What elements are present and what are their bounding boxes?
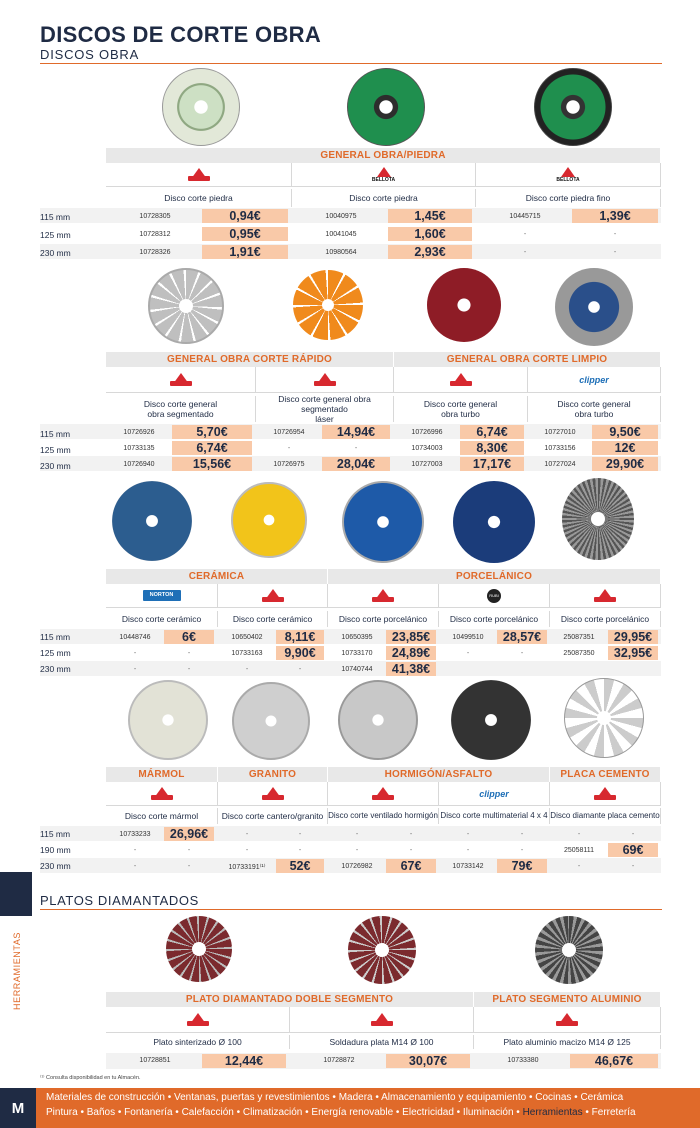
brand-logo-stayer: [474, 1007, 661, 1033]
product-code: 10740744: [341, 666, 373, 673]
empty-cell: -: [298, 847, 302, 854]
size-label: 115 mm: [40, 212, 71, 222]
product-code: 10733142: [452, 863, 484, 870]
product-description: Disco corte porcelánico: [550, 611, 661, 627]
empty-cell: -: [466, 831, 470, 838]
product-code: 10728305: [139, 213, 171, 220]
group-header-marmol: MÁRMOL: [106, 767, 218, 782]
price: 41,38€: [386, 662, 436, 676]
product-code: 10728312: [139, 231, 171, 238]
price: 1,39€: [572, 209, 658, 223]
empty-cell: -: [523, 249, 527, 256]
disc-image-rubi-porcelain: [453, 481, 535, 563]
product-code: 10733191⁽¹⁾: [228, 864, 266, 871]
brand-logo-stayer: [394, 367, 528, 393]
price: 8,11€: [276, 630, 324, 644]
group-header-doble-segmento: PLATO DIAMANTADO DOBLE SEGMENTO: [106, 992, 474, 1007]
product-code: 10726975: [273, 461, 305, 468]
price: 9,90€: [276, 646, 324, 660]
size-label: 125 mm: [40, 648, 71, 658]
plate-image-aluminium: [535, 916, 603, 984]
product-code: 10445715: [509, 213, 541, 220]
price: 29,95€: [608, 630, 658, 644]
brand-logo-stayer: [550, 782, 661, 806]
disc-image-clipper-turbo: [555, 268, 633, 346]
price: 23,85€: [386, 630, 436, 644]
size-label: 115 mm: [40, 632, 71, 642]
stayer-logo-icon: [314, 373, 336, 387]
empty-cell: -: [409, 831, 413, 838]
stayer-logo-icon: [594, 589, 616, 603]
brand-logo-stayer: [328, 782, 439, 806]
price: 46,67€: [570, 1054, 658, 1068]
product-code: 10733156: [544, 445, 576, 452]
empty-cell: -: [245, 831, 249, 838]
disc-image-marble: [128, 680, 208, 760]
empty-cell: -: [577, 863, 581, 870]
product-description: Soldadura plata M14 Ø 100: [290, 1035, 474, 1049]
product-description: Plato aluminio macizo M14 Ø 125: [474, 1035, 661, 1049]
size-label: 115 mm: [40, 829, 71, 839]
product-code: 10650402: [231, 634, 263, 641]
empty-cell: -: [613, 231, 617, 238]
price: 32,95€: [608, 646, 658, 660]
product-code: 10733163: [231, 650, 263, 657]
brand-logo-clipper: [439, 782, 550, 806]
disc-image-cement-board: [564, 678, 644, 758]
stayer-logo-icon: [450, 373, 472, 387]
size-label: 125 mm: [40, 230, 71, 240]
price: 1,60€: [388, 227, 472, 241]
stayer-logo-icon: [594, 787, 616, 801]
product-description: Disco corte general obra segmentado láser: [256, 396, 394, 422]
empty-cell: -: [520, 650, 524, 657]
plate-image-silver-solder: [348, 916, 416, 984]
empty-cell: -: [355, 847, 359, 854]
price: 26,96€: [164, 827, 214, 841]
brand-logo-norton: [106, 584, 218, 608]
product-code: 10727003: [411, 461, 443, 468]
divider: [40, 909, 662, 910]
brand-logo-stayer: [290, 1007, 474, 1033]
disc-image-segmented: [148, 268, 224, 344]
price: 2,93€: [388, 245, 472, 259]
price: 52€: [276, 859, 324, 873]
price: 0,94€: [202, 209, 288, 223]
footer-current-category: Herramientas: [522, 1107, 583, 1118]
product-description: Disco corte piedra: [106, 189, 292, 207]
bellota-logo-icon: BELLOTA: [556, 167, 579, 183]
price: 28,57€: [497, 630, 547, 644]
stayer-logo-icon: [262, 589, 284, 603]
product-code: 10726954: [273, 429, 305, 436]
product-description: Disco corte cantero/granito: [218, 808, 328, 824]
empty-cell: -: [245, 847, 249, 854]
size-label: 230 mm: [40, 461, 71, 471]
stayer-logo-icon: [187, 1013, 209, 1027]
empty-cell: -: [298, 831, 302, 838]
group-header-segmento-aluminio: PLATO SEGMENTO ALUMINIO: [474, 992, 661, 1007]
empty-cell: -: [133, 863, 137, 870]
disc-image-porcelain: [342, 481, 424, 563]
product-description: Disco corte porcelánico: [328, 611, 439, 627]
size-label: 230 mm: [40, 861, 71, 871]
product-description: Disco corte ventilado hormigón: [328, 808, 439, 824]
price: 15,56€: [172, 457, 252, 471]
product-code: 10499510: [452, 634, 484, 641]
empty-cell: -: [613, 249, 617, 256]
disc-image-laser-segmented: [293, 270, 363, 340]
stayer-logo-icon: [151, 787, 173, 801]
clipper-logo-icon: clipper: [479, 788, 509, 799]
price: 69€: [608, 843, 658, 857]
empty-cell: -: [355, 831, 359, 838]
product-code: 10650395: [341, 634, 373, 641]
stayer-logo-icon: [372, 787, 394, 801]
size-label: 115 mm: [40, 429, 71, 439]
brand-logo-stayer: [218, 584, 328, 608]
group-header-placa-cemento: PLACA CEMENTO: [550, 767, 661, 782]
divider: [40, 63, 662, 64]
product-code: 10733135: [123, 445, 155, 452]
stayer-logo-icon: [372, 589, 394, 603]
price: 6€: [164, 630, 214, 644]
product-code: 10041045: [325, 231, 357, 238]
norton-logo-icon: NORTON: [143, 590, 181, 601]
footer-categories-line2: Pintura • Baños • Fontanería • Calefacción • Climatización • Energía renovable • Electricidad • Iluminación • Herramientas • Ferretería: [46, 1107, 636, 1118]
price: 8,30€: [460, 441, 524, 455]
brand-logo-stayer: [550, 584, 661, 608]
size-label: 125 mm: [40, 445, 71, 455]
price: 30,07€: [386, 1054, 470, 1068]
side-tab-label: HERRAMIENTAS: [12, 931, 22, 1010]
disc-image-norton-ceramic: [112, 481, 192, 561]
price: 9,50€: [592, 425, 658, 439]
product-code: 10726940: [123, 461, 155, 468]
disc-image-bellota-stone-thin: [534, 68, 612, 146]
product-description: Disco corte general obra turbo: [528, 396, 661, 422]
empty-cell: -: [133, 847, 137, 854]
price: 1,91€: [202, 245, 288, 259]
product-code: 10728851: [139, 1057, 171, 1064]
price: 29,90€: [592, 457, 658, 471]
size-label: 230 mm: [40, 248, 71, 258]
price: 1,45€: [388, 209, 472, 223]
price: 12,44€: [202, 1054, 286, 1068]
product-code: 10733170: [341, 650, 373, 657]
product-code: 10980564: [325, 249, 357, 256]
empty-cell: -: [298, 666, 302, 673]
empty-cell: -: [187, 847, 191, 854]
brand-logo-bellota: [292, 163, 476, 187]
empty-cell: -: [187, 863, 191, 870]
product-code: 25087350: [563, 650, 595, 657]
empty-cell: -: [631, 831, 635, 838]
product-code: 10727010: [544, 429, 576, 436]
group-header-granito: GRANITO: [218, 767, 328, 782]
product-description: Disco corte cerámico: [106, 611, 218, 627]
group-header-ceramica: CERÁMICA: [106, 569, 328, 584]
product-code: 10733380: [507, 1057, 539, 1064]
empty-cell: -: [409, 847, 413, 854]
brand-logo-stayer: [328, 584, 439, 608]
stayer-logo-icon: [170, 373, 192, 387]
empty-cell: -: [245, 666, 249, 673]
product-description: Disco corte piedra: [292, 189, 476, 207]
product-description: Disco corte multimaterial 4 x 4: [439, 808, 550, 824]
empty-cell: -: [520, 831, 524, 838]
empty-cell: -: [577, 831, 581, 838]
empty-cell: -: [520, 847, 524, 854]
rubi-logo-icon: RUBI: [487, 589, 501, 603]
product-description: Disco corte porcelánico: [439, 611, 550, 627]
stayer-logo-icon: [188, 168, 210, 182]
stayer-logo-icon: [556, 1013, 578, 1027]
brand-logo-stayer: [256, 367, 394, 393]
price: 24,89€: [386, 646, 436, 660]
disc-image-stayer-porcelain: [562, 478, 634, 560]
bellota-logo-icon: BELLOTA: [372, 167, 395, 183]
price: 12€: [592, 441, 658, 455]
price: 28,04€: [322, 457, 390, 471]
price: 0,95€: [202, 227, 288, 241]
disc-image-stayer-stone: [162, 68, 240, 146]
empty-cell: -: [287, 445, 291, 452]
product-code: 10728872: [323, 1057, 355, 1064]
plate-image-sintered: [166, 916, 232, 982]
product-description: Disco diamante placa cemento: [550, 808, 661, 824]
brand-logo-stayer: [106, 1007, 290, 1033]
product-code: 10726996: [411, 429, 443, 436]
product-code: 10734003: [411, 445, 443, 452]
price: 67€: [386, 859, 436, 873]
size-label: 190 mm: [40, 845, 71, 855]
price: 17,17€: [460, 457, 524, 471]
product-description: Disco corte general obra turbo: [394, 396, 528, 422]
brand-logo-stayer: [106, 163, 292, 187]
empty-cell: -: [133, 666, 137, 673]
price: 6,74€: [460, 425, 524, 439]
brand-logo-stayer: [106, 782, 218, 806]
price: 14,94€: [322, 425, 390, 439]
empty-cell: -: [631, 863, 635, 870]
price: 6,74€: [172, 441, 252, 455]
product-code: 10726982: [341, 863, 373, 870]
disc-image-turbo: [427, 268, 501, 342]
group-header-corte-limpio: GENERAL OBRA CORTE LIMPIO: [394, 352, 661, 367]
disc-image-stayer-ceramic: [231, 482, 307, 558]
product-description: Disco corte mármol: [106, 808, 218, 824]
product-code: 10727024: [544, 461, 576, 468]
group-header-general-obra-piedra: GENERAL OBRA/PIEDRA: [106, 148, 661, 163]
empty-cell: -: [523, 231, 527, 238]
product-code: 25087351: [563, 634, 595, 641]
empty-cell: -: [354, 445, 358, 452]
brand-logo-bellota: [476, 163, 661, 187]
empty-cell: -: [187, 666, 191, 673]
section-subtitle: DISCOS OBRA: [40, 47, 140, 62]
disc-image-ventilated-concrete: [338, 680, 418, 760]
group-header-corte-rapido: GENERAL OBRA CORTE RÁPIDO: [106, 352, 394, 367]
product-description: Disco corte piedra fino: [476, 189, 661, 207]
brand-logo-stayer: [218, 782, 328, 806]
product-description: Plato sinterizado Ø 100: [106, 1035, 290, 1049]
group-header-porcelanico: PORCELÁNICO: [328, 569, 661, 584]
size-label: 230 mm: [40, 664, 71, 674]
brand-logo-stayer: [106, 367, 256, 393]
brand-logo-rubi: [439, 584, 550, 608]
product-code: 10448746: [119, 634, 151, 641]
empty-cell: -: [187, 650, 191, 657]
brand-logo-clipper: [528, 367, 661, 393]
stayer-logo-icon: [371, 1013, 393, 1027]
side-tab: [0, 872, 32, 916]
product-code: 10040975: [325, 213, 357, 220]
disc-image-multimaterial: [451, 680, 531, 760]
product-code: 10733233: [119, 831, 151, 838]
empty-cell: -: [133, 650, 137, 657]
clipper-logo-icon: clipper: [579, 374, 609, 385]
product-code: 25058111: [563, 847, 595, 854]
group-header-hormigon: HORMIGÓN/ASFALTO: [328, 767, 550, 782]
disc-image-bellota-stone: [347, 68, 425, 146]
product-code: 10728326: [139, 249, 171, 256]
disc-image-granite: [232, 682, 310, 760]
empty-cell: -: [466, 847, 470, 854]
page-title: DISCOS DE CORTE OBRA: [40, 22, 322, 47]
footer-categories-line1: Materiales de construcción • Ventanas, puertas y revestimientos • Madera • Almacenamiento y equipamiento • Cocinas • Cerámica: [46, 1092, 624, 1103]
footnote: ⁽¹⁾ Consulta disponibilidad en tu Almacén.: [40, 1075, 141, 1081]
product-description: Disco corte general obra segmentado: [106, 396, 256, 422]
price: 5,70€: [172, 425, 252, 439]
stayer-logo-icon: [262, 787, 284, 801]
section-title-platos: PLATOS DIAMANTADOS: [40, 893, 199, 908]
price: 79€: [497, 859, 547, 873]
empty-cell: -: [466, 650, 470, 657]
product-code: 10726926: [123, 429, 155, 436]
brand-logo-m: M: [0, 1088, 36, 1128]
product-description: Disco corte cerámico: [218, 611, 328, 627]
